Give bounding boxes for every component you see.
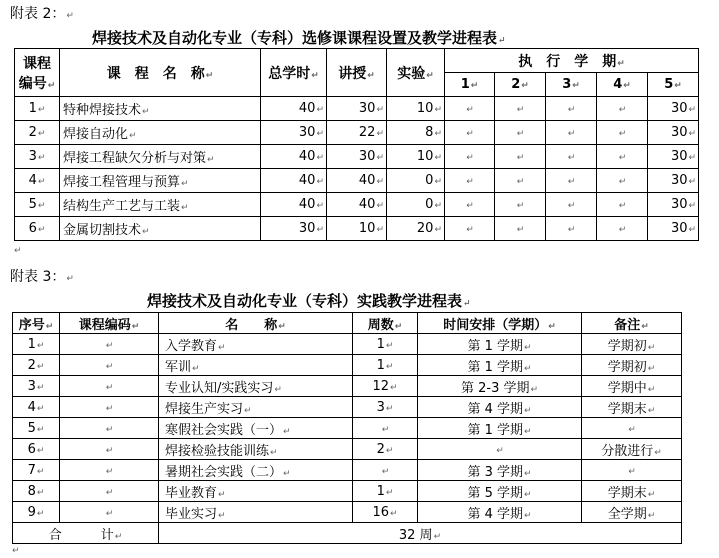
cell-end-mark-icon: ↵	[524, 510, 532, 521]
paragraph-mark-icon: ↵	[14, 246, 22, 256]
cell-end-mark-icon: ↵	[105, 403, 114, 414]
cell-end-mark-icon: ↵	[36, 487, 45, 498]
cell-end-mark-icon: ↵	[688, 129, 697, 139]
cell-end-mark-icon: ↵	[567, 225, 576, 235]
cell-end-mark-icon: ↵	[376, 105, 384, 115]
cell-end-mark-icon: ↵	[36, 403, 45, 414]
paragraph-mark-icon: ↵	[463, 299, 471, 309]
attach3-title: 焊接技术及自动化专业（专科）实践教学进程表↵	[147, 292, 471, 310]
cell-end-mark-icon: ↵	[36, 361, 45, 372]
cell-end-mark-icon: ↵	[105, 340, 114, 351]
cell-end-mark-icon: ↵	[105, 382, 114, 393]
cell-end-mark-icon: ↵	[641, 321, 649, 332]
attach2-title: 焊接技术及自动化专业（专科）选修课课程设置及教学进程表↵	[92, 29, 506, 47]
cell-end-mark-icon: ↵	[376, 201, 384, 211]
cell-end-mark-icon: ↵	[524, 489, 532, 500]
table-row: 7↵ ↵ 暑期社会实践（二）↵ ↵ 第 3 学期↵ ↵	[13, 460, 682, 481]
cell-end-mark-icon: ↵	[466, 129, 474, 139]
header-exec-terms: 执 行 学 期↵	[445, 49, 699, 73]
cell-end-mark-icon: ↵	[218, 342, 226, 353]
cell-end-mark-icon: ↵	[524, 468, 532, 479]
cell-end-mark-icon: ↵	[516, 129, 525, 139]
practice-teaching-table	[12, 312, 682, 544]
table-row: 4↵ ↵ 焊接生产实习↵ 3↵ 第 4 学期↵ 学期末↵	[13, 397, 682, 418]
cell-end-mark-icon: ↵	[385, 487, 394, 498]
cell-end-mark-icon: ↵	[316, 177, 324, 187]
cell-end-mark-icon: ↵	[434, 129, 442, 139]
cell-end-mark-icon: ↵	[567, 129, 576, 139]
cell-end-mark-icon: ↵	[105, 508, 114, 519]
cell-end-mark-icon: ↵	[114, 531, 123, 542]
cell-end-mark-icon: ↵	[466, 153, 474, 163]
cell-end-mark-icon: ↵	[105, 487, 114, 498]
cell-end-mark-icon: ↵	[129, 131, 137, 141]
table-row: 5↵ ↵ 寒假社会实践（一）↵ ↵ 第 1 学期↵ ↵	[13, 418, 682, 439]
cell-end-mark-icon: ↵	[524, 342, 532, 353]
cell-end-mark-icon: ↵	[521, 81, 529, 91]
table-row: 1↵ ↵ 入学教育↵ 1↵ 第 1 学期↵ 学期初↵	[13, 334, 682, 355]
cell-end-mark-icon: ↵	[394, 321, 403, 332]
table-row: 1↵ 特种焊接技术↵ 40↵ 30↵ 10↵ ↵ ↵ ↵ ↵ 30↵	[15, 97, 699, 121]
cell-end-mark-icon: ↵	[283, 426, 291, 437]
cell-end-mark-icon: ↵	[516, 225, 525, 235]
header-course-code: 课程编码↵	[60, 313, 159, 334]
table-row: 2↵ 焊接自动化↵ 30↵ 22↵ 8↵ ↵ ↵ ↵ ↵ 30↵	[15, 121, 699, 145]
cell-end-mark-icon: ↵	[434, 153, 442, 163]
table-row: 6↵ 金属切割技术↵ 30↵ 10↵ 20↵ ↵ ↵ ↵ ↵ 30↵	[15, 217, 699, 241]
cell-end-mark-icon: ↵	[618, 129, 627, 139]
table-row: 3↵ ↵ 专业认知/实践实习↵ 12↵ 第 2-3 学期↵ 学期中↵	[13, 376, 682, 397]
cell-end-mark-icon: ↵	[105, 466, 114, 477]
cell-end-mark-icon: ↵	[376, 177, 384, 187]
cell-end-mark-icon: ↵	[37, 177, 46, 187]
cell-end-mark-icon: ↵	[218, 510, 226, 521]
elective-course-table	[14, 48, 699, 241]
cell-end-mark-icon: ↵	[36, 340, 45, 351]
table-row: 4↵ 焊接工程管理与预算↵ 40↵ 40↵ 0↵ ↵ ↵ ↵ ↵ 30↵	[15, 169, 699, 193]
cell-end-mark-icon: ↵	[647, 510, 656, 521]
cell-end-mark-icon: ↵	[434, 225, 442, 235]
cell-end-mark-icon: ↵	[381, 424, 390, 435]
cell-end-mark-icon: ↵	[244, 405, 252, 416]
header-lecture: 讲授↵	[327, 49, 387, 97]
cell-end-mark-icon: ↵	[516, 201, 525, 211]
cell-end-mark-icon: ↵	[105, 424, 114, 435]
table-row: 6↵ ↵ 焊接检验技能训练↵ 2↵ ↵ 分散进行↵	[13, 439, 682, 460]
cell-end-mark-icon: ↵	[647, 489, 656, 500]
cell-end-mark-icon: ↵	[466, 201, 474, 211]
cell-end-mark-icon: ↵	[466, 177, 474, 187]
cell-end-mark-icon: ↵	[376, 129, 384, 139]
cell-end-mark-icon: ↵	[674, 81, 682, 91]
cell-end-mark-icon: ↵	[385, 340, 394, 351]
header-schedule: 时间安排（学期）↵	[418, 313, 582, 334]
cell-end-mark-icon: ↵	[618, 177, 627, 187]
cell-end-mark-icon: ↵	[367, 70, 375, 81]
header-term-3: 3↵	[546, 73, 597, 97]
cell-end-mark-icon: ↵	[385, 445, 394, 456]
cell-end-mark-icon: ↵	[283, 468, 291, 479]
cell-end-mark-icon: ↵	[516, 105, 525, 115]
cell-end-mark-icon: ↵	[36, 424, 45, 435]
cell-end-mark-icon: ↵	[385, 403, 394, 414]
cell-end-mark-icon: ↵	[647, 342, 656, 353]
cell-end-mark-icon: ↵	[433, 531, 442, 542]
cell-end-mark-icon: ↵	[218, 489, 226, 500]
cell-end-mark-icon: ↵	[516, 153, 525, 163]
cell-end-mark-icon: ↵	[390, 508, 398, 519]
cell-end-mark-icon: ↵	[628, 466, 636, 477]
cell-end-mark-icon: ↵	[516, 177, 525, 187]
cell-end-mark-icon: ↵	[376, 225, 384, 235]
cell-end-mark-icon: ↵	[688, 105, 697, 115]
paragraph-mark-icon: ↵	[498, 36, 506, 46]
table-row: 9↵ ↵ 毕业实习↵ 16↵ 第 4 学期↵ 全学期↵	[13, 502, 682, 523]
cell-end-mark-icon: ↵	[567, 201, 576, 211]
cell-end-mark-icon: ↵	[385, 361, 394, 372]
cell-end-mark-icon: ↵	[567, 177, 576, 187]
header-seq: 序号↵	[13, 313, 60, 334]
table-row: 2↵ ↵ 军训↵ 1↵ 第 1 学期↵ 学期初↵	[13, 355, 682, 376]
cell-end-mark-icon: ↵	[524, 426, 532, 437]
cell-end-mark-icon: ↵	[37, 225, 46, 235]
cell-end-mark-icon: ↵	[572, 81, 580, 91]
cell-end-mark-icon: ↵	[618, 225, 627, 235]
cell-end-mark-icon: ↵	[270, 447, 278, 458]
cell-end-mark-icon: ↵	[618, 153, 627, 163]
attach3-label: 附表 3：↵	[10, 269, 74, 285]
cell-end-mark-icon: ↵	[647, 405, 656, 416]
cell-end-mark-icon: ↵	[47, 80, 56, 91]
header-course-name: 课 程 名 称↵	[60, 49, 261, 97]
cell-end-mark-icon: ↵	[470, 81, 479, 91]
cell-end-mark-icon: ↵	[274, 384, 282, 395]
attach2-label: 附表 2：↵	[10, 6, 74, 22]
paragraph-mark-icon: ↵	[66, 274, 74, 284]
cell-end-mark-icon: ↵	[192, 363, 200, 374]
cell-end-mark-icon: ↵	[181, 203, 189, 213]
cell-end-mark-icon: ↵	[131, 321, 140, 332]
cell-end-mark-icon: ↵	[181, 179, 189, 189]
cell-end-mark-icon: ↵	[36, 508, 45, 519]
cell-end-mark-icon: ↵	[524, 405, 532, 416]
cell-end-mark-icon: ↵	[316, 201, 324, 211]
cell-end-mark-icon: ↵	[688, 225, 697, 235]
cell-end-mark-icon: ↵	[105, 361, 114, 372]
cell-end-mark-icon: ↵	[434, 201, 442, 211]
header-weeks: 周数↵	[353, 313, 418, 334]
table-row: 5↵ 结构生产工艺与工装↵ 40↵ 40↵ 0↵ ↵ ↵ ↵ ↵ 30↵	[15, 193, 699, 217]
header-term-2: 2↵	[495, 73, 546, 97]
cell-end-mark-icon: ↵	[434, 105, 442, 115]
header-name: 名 称↵	[159, 313, 353, 334]
cell-end-mark-icon: ↵	[316, 225, 324, 235]
cell-end-mark-icon: ↵	[496, 445, 504, 456]
cell-end-mark-icon: ↵	[316, 105, 324, 115]
header-total-hours: 总学时↵	[261, 49, 327, 97]
total-label: 合 计↵	[13, 523, 159, 544]
cell-end-mark-icon: ↵	[434, 177, 442, 187]
cell-end-mark-icon: ↵	[142, 227, 150, 237]
cell-end-mark-icon: ↵	[37, 153, 46, 163]
cell-end-mark-icon: ↵	[316, 129, 324, 139]
cell-end-mark-icon: ↵	[390, 382, 398, 393]
cell-end-mark-icon: ↵	[316, 153, 324, 163]
cell-end-mark-icon: ↵	[381, 466, 390, 477]
table-row: 3↵ 焊接工程缺欠分析与对策↵ 40↵ 30↵ 10↵ ↵ ↵ ↵ ↵ 30↵	[15, 145, 699, 169]
cell-end-mark-icon: ↵	[207, 155, 215, 165]
cell-end-mark-icon: ↵	[618, 105, 627, 115]
header-term-5: 5↵	[648, 73, 699, 97]
cell-end-mark-icon: ↵	[142, 107, 150, 117]
table-row: 8↵ ↵ 毕业教育↵ 1↵ 第 5 学期↵ 学期末↵	[13, 481, 682, 502]
cell-end-mark-icon: ↵	[688, 177, 697, 187]
cell-end-mark-icon: ↵	[376, 153, 384, 163]
header-term-4: 4↵	[597, 73, 648, 97]
cell-end-mark-icon: ↵	[37, 105, 46, 115]
cell-end-mark-icon: ↵	[530, 384, 539, 395]
cell-end-mark-icon: ↵	[426, 70, 434, 81]
cell-end-mark-icon: ↵	[36, 445, 45, 456]
cell-end-mark-icon: ↵	[628, 424, 636, 435]
cell-end-mark-icon: ↵	[45, 321, 54, 332]
paragraph-mark-icon: ↵	[12, 546, 20, 556]
cell-end-mark-icon: ↵	[567, 105, 576, 115]
cell-end-mark-icon: ↵	[205, 70, 214, 81]
cell-end-mark-icon: ↵	[618, 201, 627, 211]
cell-end-mark-icon: ↵	[105, 445, 114, 456]
header-term-1: 1↵	[445, 73, 495, 97]
cell-end-mark-icon: ↵	[466, 225, 474, 235]
cell-end-mark-icon: ↵	[654, 447, 662, 458]
paragraph-mark-icon: ↵	[66, 11, 74, 21]
header-lab: 实验↵	[387, 49, 445, 97]
total-row	[13, 523, 682, 544]
header-course-code: 课程 编号↵	[15, 49, 60, 97]
cell-end-mark-icon: ↵	[567, 153, 576, 163]
cell-end-mark-icon: ↵	[37, 129, 46, 139]
cell-end-mark-icon: ↵	[311, 70, 319, 81]
cell-end-mark-icon: ↵	[647, 363, 656, 374]
cell-end-mark-icon: ↵	[688, 153, 697, 163]
cell-end-mark-icon: ↵	[688, 201, 697, 211]
cell-end-mark-icon: ↵	[623, 81, 631, 91]
cell-end-mark-icon: ↵	[37, 201, 46, 211]
cell-end-mark-icon: ↵	[548, 321, 556, 332]
cell-end-mark-icon: ↵	[278, 321, 286, 332]
total-weeks: 32 周↵	[159, 523, 682, 544]
cell-end-mark-icon: ↵	[647, 384, 656, 395]
cell-end-mark-icon: ↵	[466, 105, 474, 115]
cell-end-mark-icon: ↵	[617, 58, 625, 69]
cell-end-mark-icon: ↵	[36, 382, 45, 393]
header-note: 备注↵	[582, 313, 682, 334]
cell-end-mark-icon: ↵	[524, 363, 532, 374]
cell-end-mark-icon: ↵	[36, 466, 45, 477]
